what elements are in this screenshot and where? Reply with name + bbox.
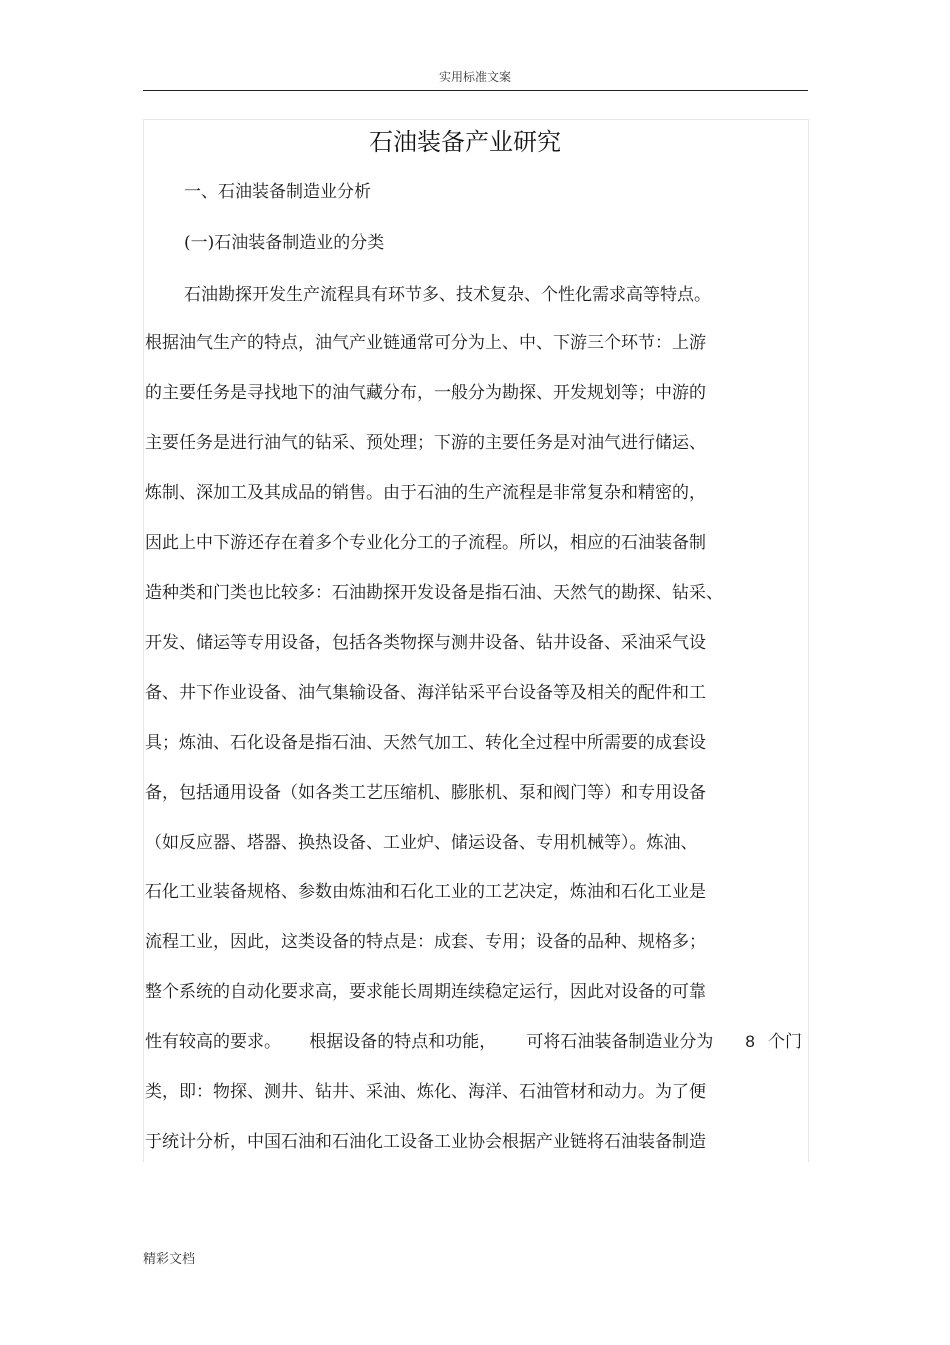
body-line: 开发、储运等专用设备，包括各类物探与测井设备、钻井设备、采油采气设 xyxy=(145,633,706,653)
body-line: 流程工业，因此，这类设备的特点是：成套、专用；设备的品种、规格多； xyxy=(145,932,706,952)
section-heading: 一、石油装备制造业分析 xyxy=(184,182,371,202)
spread-part-3: 可将石油装备制造业分为 xyxy=(526,1032,714,1052)
subsection-heading: (一)石油装备制造业的分类 xyxy=(184,233,385,253)
body-line: 根据油气生产的特点，油气产业链通常可分为上、中、下游三个环节：上游 xyxy=(145,333,706,353)
body-line: 于统计分析，中国石油和石油化工设备工业协会根据产业链将石油装备制造 xyxy=(145,1132,706,1152)
spread-part-1: 性有较高的要求。 xyxy=(145,1032,281,1052)
spread-number: 8 xyxy=(745,1032,755,1051)
body-line: 备，包括通用设备（如各类工艺压缩机、膨胀机、泵和阀门等）和专用设备 xyxy=(145,783,706,803)
body-line: 具；炼油、石化设备是指石油、天然气加工、转化全过程中所需要的成套设 xyxy=(145,733,706,753)
header-divider xyxy=(143,90,808,91)
body-line: 的主要任务是寻找地下的油气藏分布，一般分为勘探、开发规划等；中游的 xyxy=(145,383,706,403)
spread-part-2: 根据设备的特点和功能， xyxy=(309,1032,497,1052)
body-line: 造种类和门类也比较多：石油勘探开发设备是指石油、天然气的勘探、钻采、 xyxy=(145,583,723,603)
body-line-spread xyxy=(145,1030,802,1054)
page-footer: 精彩文档 xyxy=(143,1252,196,1267)
spread-part-4: 个门 xyxy=(768,1032,802,1052)
body-line: （如反应器、塔器、换热设备、工业炉、储运设备、专用机械等）。炼油、 xyxy=(145,833,698,853)
body-line: 备、井下作业设备、油气集输设备、海洋钻采平台设备等及相关的配件和工 xyxy=(145,683,706,703)
document-title: 石油装备产业研究 xyxy=(369,128,561,156)
page-header: 实用标准文案 xyxy=(438,70,511,84)
body-line: 石油勘探开发生产流程具有环节多、技术复杂、个性化需求高等特点。 xyxy=(184,285,711,305)
body-line: 炼制、深加工及其成品的销售。由于石油的生产流程是非常复杂和精密的， xyxy=(145,483,706,503)
body-line: 类，即：物探、测井、钻井、采油、炼化、海洋、石油管材和动力。为了便 xyxy=(145,1082,706,1102)
body-line: 整个系统的自动化要求高，要求能长周期连续稳定运行，因此对设备的可靠 xyxy=(145,982,706,1002)
body-line: 石化工业装备规格、参数由炼油和石化工业的工艺决定，炼油和石化工业是 xyxy=(145,882,706,902)
body-line: 主要任务是进行油气的钻采、预处理；下游的主要任务是对油气进行储运、 xyxy=(145,433,706,453)
body-line: 因此上中下游还存在着多个专业化分工的子流程。所以，相应的石油装备制 xyxy=(145,533,706,553)
